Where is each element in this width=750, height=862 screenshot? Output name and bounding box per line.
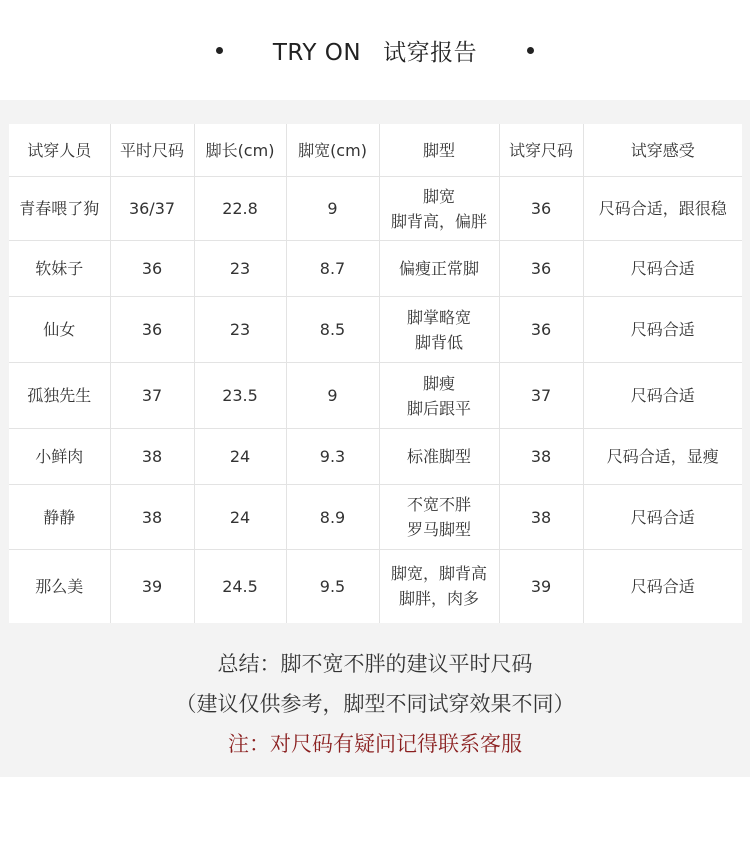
column-header: 试穿人员: [9, 124, 110, 177]
cell-foot-length: 24: [194, 485, 286, 550]
foot-type-line: 标准脚型: [406, 447, 471, 466]
cell-feeling: 尺码合适: [583, 297, 742, 363]
cell-feeling: 尺码合适: [630, 576, 695, 596]
cell-tried-size: 36: [499, 177, 583, 241]
cell-foot-width: 9: [286, 363, 379, 429]
table-row: [9, 550, 742, 623]
foot-type-line: 脚背低: [414, 332, 463, 352]
report-header: [0, 0, 750, 100]
cell-foot-type: [379, 177, 499, 241]
cell-usual-size: 38: [110, 485, 194, 550]
cell-foot-type: [379, 429, 499, 485]
cell-foot-width: 8.5: [286, 297, 379, 363]
page-title: [0, 34, 750, 67]
cell-tester: 那么美: [9, 550, 110, 623]
cell-foot-length: 24.5: [194, 550, 286, 623]
cell-feeling: 尺码合适，跟很稳: [583, 177, 742, 241]
cell-usual-size: 39: [110, 550, 194, 623]
cell-foot-width: 9.3: [286, 429, 379, 485]
cell-foot-length: 22.8: [194, 177, 286, 241]
title-chinese: 试穿报告: [383, 40, 478, 66]
cell-tester: 青春喂了狗: [9, 177, 110, 241]
cell-foot-length: 23: [194, 241, 286, 297]
foot-type-line: 脚掌略宽: [406, 307, 471, 327]
column-header: 试穿尺码: [499, 124, 583, 177]
page-footer: [0, 777, 750, 862]
table-row: [9, 241, 742, 297]
table-row: [9, 177, 742, 241]
foot-type-line: 罗马脚型: [406, 520, 471, 539]
table-row: [9, 429, 742, 485]
cell-usual-size: 36/37: [110, 177, 194, 241]
cell-feeling: 尺码合适: [583, 363, 742, 429]
cell-foot-type: [379, 363, 499, 429]
foot-type-line: 偏瘦正常脚: [398, 259, 479, 278]
cell-foot-type: [379, 241, 499, 297]
bullet-dot-icon: [527, 47, 534, 54]
customer-service-note: 注：对尺码有疑问记得联系客服: [228, 732, 522, 756]
column-header: 脚宽(cm): [286, 124, 379, 177]
cell-tester: 孤独先生: [9, 363, 110, 429]
cell-tried-size: 36: [499, 297, 583, 363]
report-panel: [0, 100, 750, 777]
tryon-table: [9, 124, 742, 623]
cell-foot-width: 8.7: [286, 241, 379, 297]
summary-text: 总结：脚不宽不胖的建议平时尺码: [217, 652, 533, 676]
disclaimer-text: （建议仅供参考，脚型不同试穿效果不同）: [175, 692, 575, 716]
cell-tried-size: 38: [499, 485, 583, 550]
cell-usual-size: 36: [110, 297, 194, 363]
cell-foot-length: 24: [194, 429, 286, 485]
column-header: 脚型: [379, 124, 499, 177]
cell-feeling: 尺码合适，显瘦: [583, 429, 742, 485]
cell-tester: 小鲜肉: [9, 429, 110, 485]
cell-foot-length: 23.5: [194, 363, 286, 429]
cell-foot-type: [379, 550, 499, 623]
cell-foot-type: [379, 297, 499, 363]
cell-foot-width: 9.5: [286, 550, 379, 623]
cell-tried-size: 37: [499, 363, 583, 429]
cell-tried-size: 38: [499, 429, 583, 485]
cell-tried-size: 39: [499, 550, 583, 623]
table-header-row: [9, 124, 742, 177]
cell-foot-width: 8.9: [286, 485, 379, 550]
cell-foot-type: [379, 485, 499, 550]
column-header: 平时尺码: [110, 124, 194, 177]
cell-tried-size: 36: [499, 241, 583, 297]
cell-usual-size: 36: [110, 241, 194, 297]
cell-feeling: 尺码合适: [583, 241, 742, 297]
foot-type-line: 脚胖，肉多: [398, 589, 479, 609]
cell-tester: 仙女: [9, 297, 110, 363]
foot-type-line: 脚瘦: [422, 373, 455, 393]
column-header: 试穿感受: [583, 124, 742, 177]
cell-tester: 静静: [9, 485, 110, 550]
cell-usual-size: 38: [110, 429, 194, 485]
cell-foot-width: 9: [286, 177, 379, 241]
cell-tester: 软妹子: [9, 241, 110, 297]
foot-type-line: 脚背高，偏胖: [390, 211, 487, 231]
table-row: [9, 297, 742, 363]
foot-type-line: 不宽不胖: [406, 495, 471, 514]
foot-type-line: 脚宽: [422, 186, 455, 206]
cell-usual-size: 37: [110, 363, 194, 429]
column-header: 脚长(cm): [194, 124, 286, 177]
title-english: TRY ON: [272, 40, 362, 66]
cell-foot-length: 23: [194, 297, 286, 363]
foot-type-line: 脚后跟平: [406, 398, 471, 418]
table-row: [9, 485, 742, 550]
table-row: [9, 363, 742, 429]
foot-type-line: 脚宽，脚背高: [390, 564, 487, 584]
cell-feeling: 尺码合适: [583, 485, 742, 550]
